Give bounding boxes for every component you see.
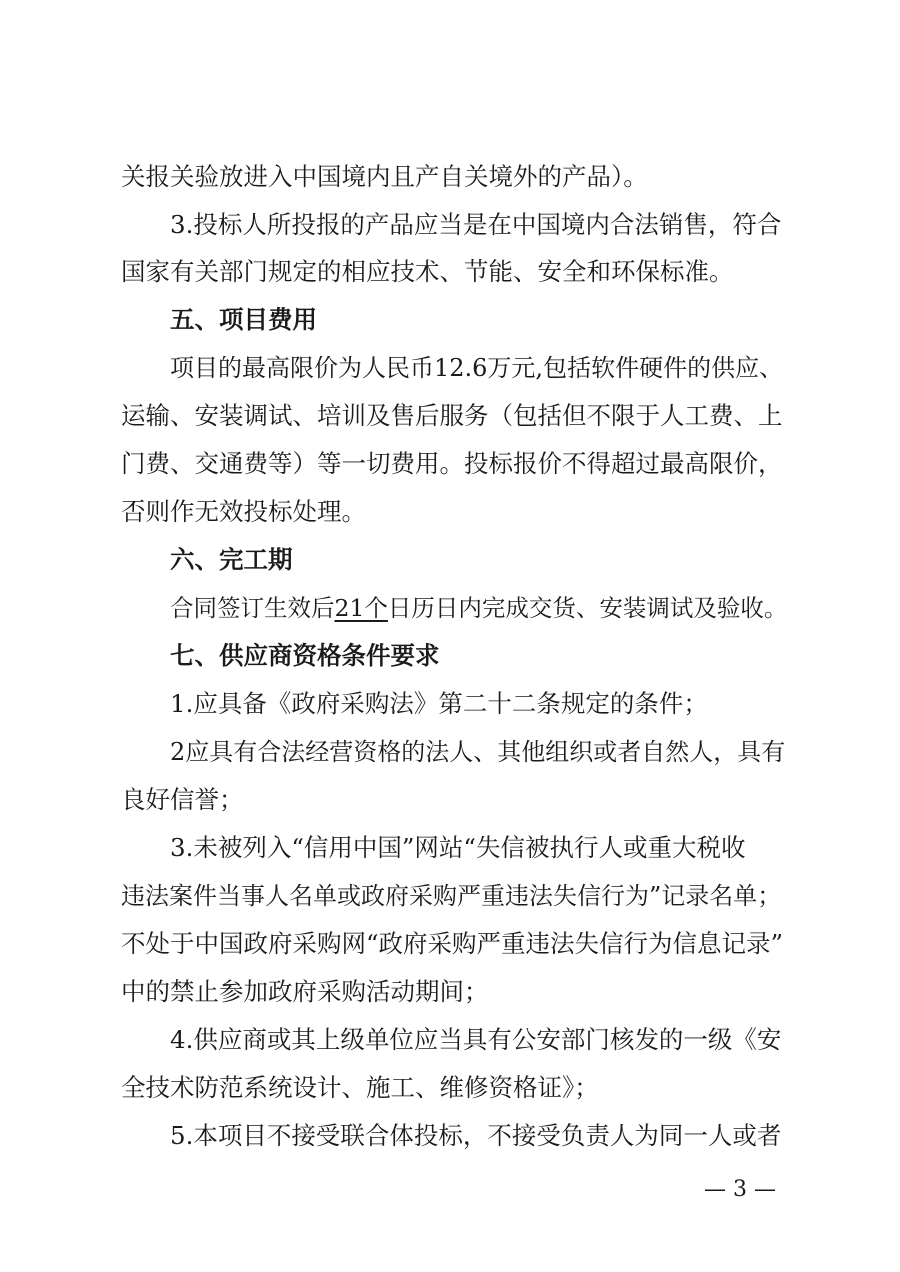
text-line: 全技术防范系统设计、施工、维修资格证》； xyxy=(121,1073,599,1102)
text-line: 运输、安装调试、培训及售后服务（包括但不限于人工费、上 xyxy=(121,401,783,430)
underlined-duration: 21个 xyxy=(334,594,388,622)
text-line: 3.未被列入“信用中国”网站“失信被执行人或重大税收 xyxy=(170,833,746,862)
text-line: 3.投标人所投报的产品应当是在中国境内合法销售，符合 xyxy=(170,210,782,239)
text-line: 良好信誉； xyxy=(121,785,244,814)
text-line: 不处于中国政府采购网“政府采购严重违法失信行为信息记录” xyxy=(121,929,784,958)
section-heading-7: 七、供应商资格条件要求 xyxy=(170,641,440,670)
section-heading-6: 六、完工期 xyxy=(170,545,293,574)
page-number: — 3 — xyxy=(704,1177,776,1202)
text-segment: 日历日内完成交货、安装调试及验收。 xyxy=(387,594,788,622)
text-line: 5.本项目不接受联合体投标，不接受负责人为同一人或者 xyxy=(170,1121,782,1150)
text-line: 中的禁止参加政府采购活动期间； xyxy=(121,977,489,1006)
text-line: 违法案件当事人名单或政府采购严重违法失信行为”记录名单； xyxy=(121,882,782,910)
text-line: 1.应具备《政府采购法》第二十二条规定的条件； xyxy=(170,689,708,718)
text-line: 项目的最高限价为人民币12.6万元,包括软件硬件的供应、 xyxy=(170,354,784,382)
text-line: 国家有关部门规定的相应技术、节能、安全和环保标准。 xyxy=(121,257,734,286)
text-line: 4.供应商或其上级单位应当具有公安部门核发的一级《安 xyxy=(170,1025,782,1054)
text-segment: 合同签订生效后 xyxy=(170,594,335,622)
text-line: 否则作无效投标处理。 xyxy=(121,497,366,526)
text-line xyxy=(170,593,787,623)
text-line: 门费、交通费等）等一切费用。投标报价不得超过最高限价， xyxy=(121,449,783,478)
text-line: 关报关验放进入中国境内且产自关境外的产品）。 xyxy=(121,162,648,191)
text-line: 2应具有合法经营资格的法人、其他组织或者自然人，具有 xyxy=(170,738,786,766)
section-heading-5: 五、项目费用 xyxy=(170,305,317,334)
